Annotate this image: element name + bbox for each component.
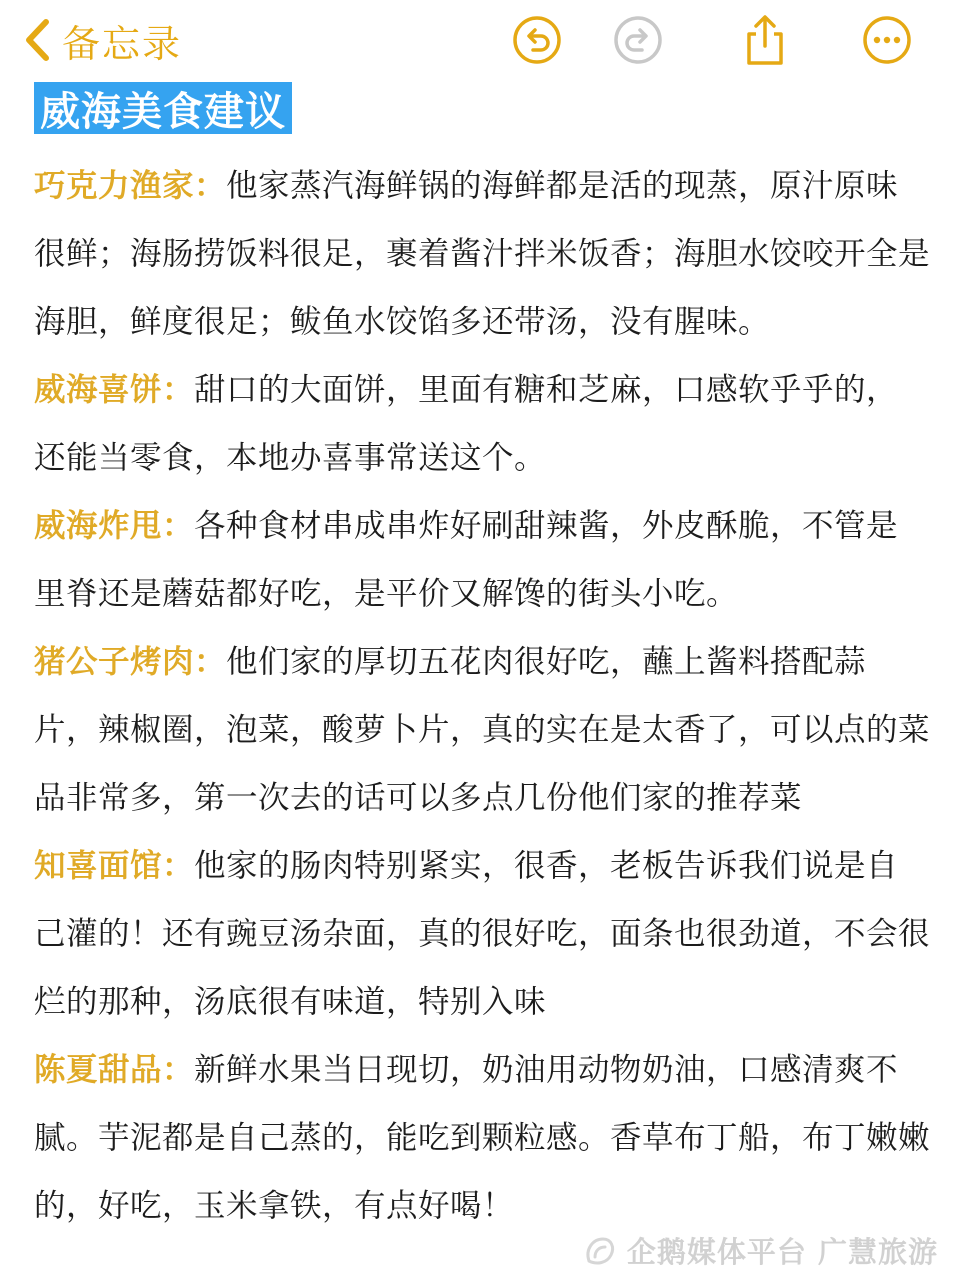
note-body[interactable] xyxy=(34,152,930,1240)
more-icon xyxy=(861,14,913,66)
watermark-text: 企鹅媒体平台 广慧旅游 xyxy=(626,1234,938,1269)
note-title-highlight xyxy=(34,82,292,134)
entry-text: 甜口的大面饼，里面有糖和芝麻，口感软乎乎的，还能当零食，本地办喜事常送这个。 xyxy=(34,372,899,476)
back-button-label: 备忘录 xyxy=(62,21,183,66)
entry-name: 巧克力渔家 xyxy=(34,168,195,204)
entry-text: 他家蒸汽海鲜锅的海鲜都是活的现蒸，原汁原味很鲜；海肠捞饭料很足，裹着酱汁拌米饭香；海胆水饺咬开全是海胆，鲜度很足；鲅鱼水饺馅多还带汤，没有腥味。 xyxy=(34,168,931,340)
nav-bar xyxy=(0,0,960,80)
watermark xyxy=(581,1228,938,1272)
note-entry xyxy=(34,628,930,832)
entry-text: 他们家的厚切五花肉很好吃，蘸上酱料搭配蒜片，辣椒圈，泡菜，酸萝卜片，真的实在是太香了，可以点的菜品非常多，第一次去的话可以多点几份他们家的推荐菜 xyxy=(34,644,931,816)
entry-name: 威海喜饼 xyxy=(34,372,163,408)
entry-separator: ： xyxy=(162,1052,195,1088)
note-entry xyxy=(34,356,930,492)
more-button[interactable] xyxy=(859,12,915,68)
note-entry xyxy=(34,832,930,1036)
back-button[interactable] xyxy=(24,10,182,70)
redo-button[interactable] xyxy=(610,12,666,68)
note-entry xyxy=(34,492,930,628)
entry-name: 知喜面馆 xyxy=(34,848,163,884)
note-entry xyxy=(34,152,930,356)
note-entry xyxy=(34,1036,930,1240)
entry-separator: ： xyxy=(194,644,227,680)
chevron-left-icon xyxy=(24,18,50,62)
entry-text: 各种食材串成串炸好刷甜辣酱，外皮酥脆，不管是里脊还是蘑菇都好吃，是平价又解馋的街头小吃。 xyxy=(34,508,899,612)
redo-icon xyxy=(612,14,664,66)
entry-text: 新鲜水果当日现切，奶油用动物奶油，口感清爽不腻。芋泥都是自己蒸的，能吃到颗粒感。香草布丁船，布丁嫩嫩的，好吃，玉米拿铁，有点好喝！ xyxy=(34,1052,931,1224)
entry-text: 他家的肠肉特别紧实，很香，老板告诉我们说是自己灌的！还有豌豆汤杂面，真的很好吃，面条也很劲道，不会很烂的那种，汤底很有味道，特别入味 xyxy=(34,848,931,1020)
share-button[interactable] xyxy=(737,12,793,68)
entry-name: 威海炸甩 xyxy=(34,508,163,544)
undo-button[interactable] xyxy=(509,12,565,68)
entry-separator: ： xyxy=(162,372,195,408)
entry-separator: ： xyxy=(194,168,227,204)
share-icon xyxy=(740,12,790,68)
undo-icon xyxy=(511,14,563,66)
entry-separator: ： xyxy=(162,508,195,544)
entry-separator: ： xyxy=(162,848,195,884)
entry-name: 陈夏甜品 xyxy=(34,1052,163,1088)
entry-name: 猪公子烤肉 xyxy=(34,644,195,680)
note-title: 威海美食建议 xyxy=(40,88,286,135)
penguin-logo-icon xyxy=(581,1231,619,1269)
